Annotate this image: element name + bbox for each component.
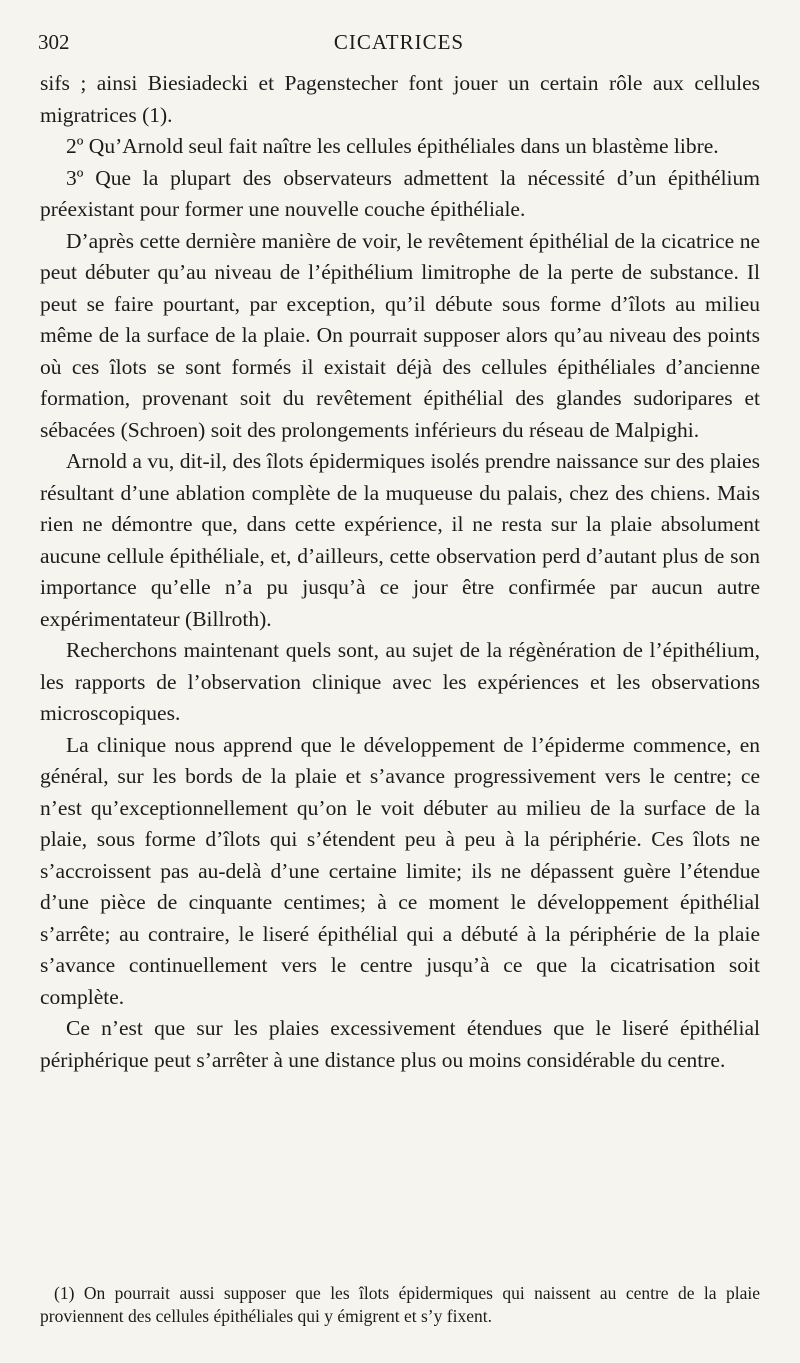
running-title: CICATRICES xyxy=(333,30,465,54)
paragraph-5: Arnold a vu, dit-il, des îlots épidermiques isolés prendre naissance sur des plaies résultant d’une ablation complète de la muqueuse du palais, chez des chiens. Mais rien ne démontre que, dans cette expérience, il ne resta sur la plaie absolument aucune cellule épithéliale, et, d’ailleurs, cette observation perd d’autant plus de son importance qu’elle n’a pu jusqu’à ce jour être confirmée par aucun autre expérimentateur (Billroth). xyxy=(40,449,760,631)
paragraph-4: D’après cette dernière manière de voir, le revêtement épithélial de la cicatrice ne peut débuter qu’au niveau de l’épithélium limitrophe de la perte de substance. Il peut se faire pourtant, par exception, qu’il débute sous forme d’îlots au milieu même de la surface de la plaie. On pourrait supposer alors qu’au niveau des points où ces îlots se sont formés il existait déjà des cellules épithéliales d’ancienne formation, provenant soit du revêtement épithélial des glandes sudoripares et sébacées (Schroen) soit des prolongements inférieurs du réseau de Malpighi. xyxy=(40,228,760,442)
footnote xyxy=(40,1282,760,1328)
paragraph-7: La clinique nous apprend que le développement de l’épiderme commence, en général, sur les bords de la plaie et s’avance progressivement vers le centre; ce n’est qu’exceptionnellement qu’on le voit débuter au milieu de la surface de la plaie, sous forme d’îlots qui s’étendent peu à peu à la périphérie. Ces îlots ne s’accroissent pas au-delà d’une certaine limite; ils ne dépassent guère l’étendue d’une pièce de cinquante centimes; à ce moment le développement épithélial s’arrête; au contraire, le liseré épithélial qui a débuté à la périphérie de la plaie s’avance continuellement vers le centre jusqu’à ce que la cicatrisation soit complète. xyxy=(40,732,760,1009)
paragraph-2: 2º Qu’Arnold seul fait naître les cellules épithéliales dans un blastème libre. xyxy=(66,134,719,158)
page-header xyxy=(38,30,760,60)
paragraph-6: Recherchons maintenant quels sont, au sujet de la régènération de l’épithélium, les rapports de l’observation clinique avec les expériences et les observations microscopiques. xyxy=(40,638,760,725)
paragraph-8: Ce n’est que sur les plaies excessivement étendues que le liseré épithélial périphérique peut s’arrêter à une distance plus ou moins considérable du centre. xyxy=(40,1016,760,1072)
footnote-text: (1) On pourrait aussi supposer que les îlots épidermiques qui naissent au centre de la plaie proviennent des cellules épithéliales qui y émigrent et s’y fixent. xyxy=(40,1283,760,1326)
paragraph-1: sifs ; ainsi Biesiadecki et Pagenstecher font jouer un certain rôle aux cellules migratrices (1). xyxy=(40,71,760,127)
page-number: 302 xyxy=(38,30,70,54)
main-text xyxy=(40,68,760,1076)
paragraph-3: 3º Que la plupart des observateurs admettent la nécessité d’un épithélium préexistant pour former une nouvelle couche épithéliale. xyxy=(40,165,760,221)
